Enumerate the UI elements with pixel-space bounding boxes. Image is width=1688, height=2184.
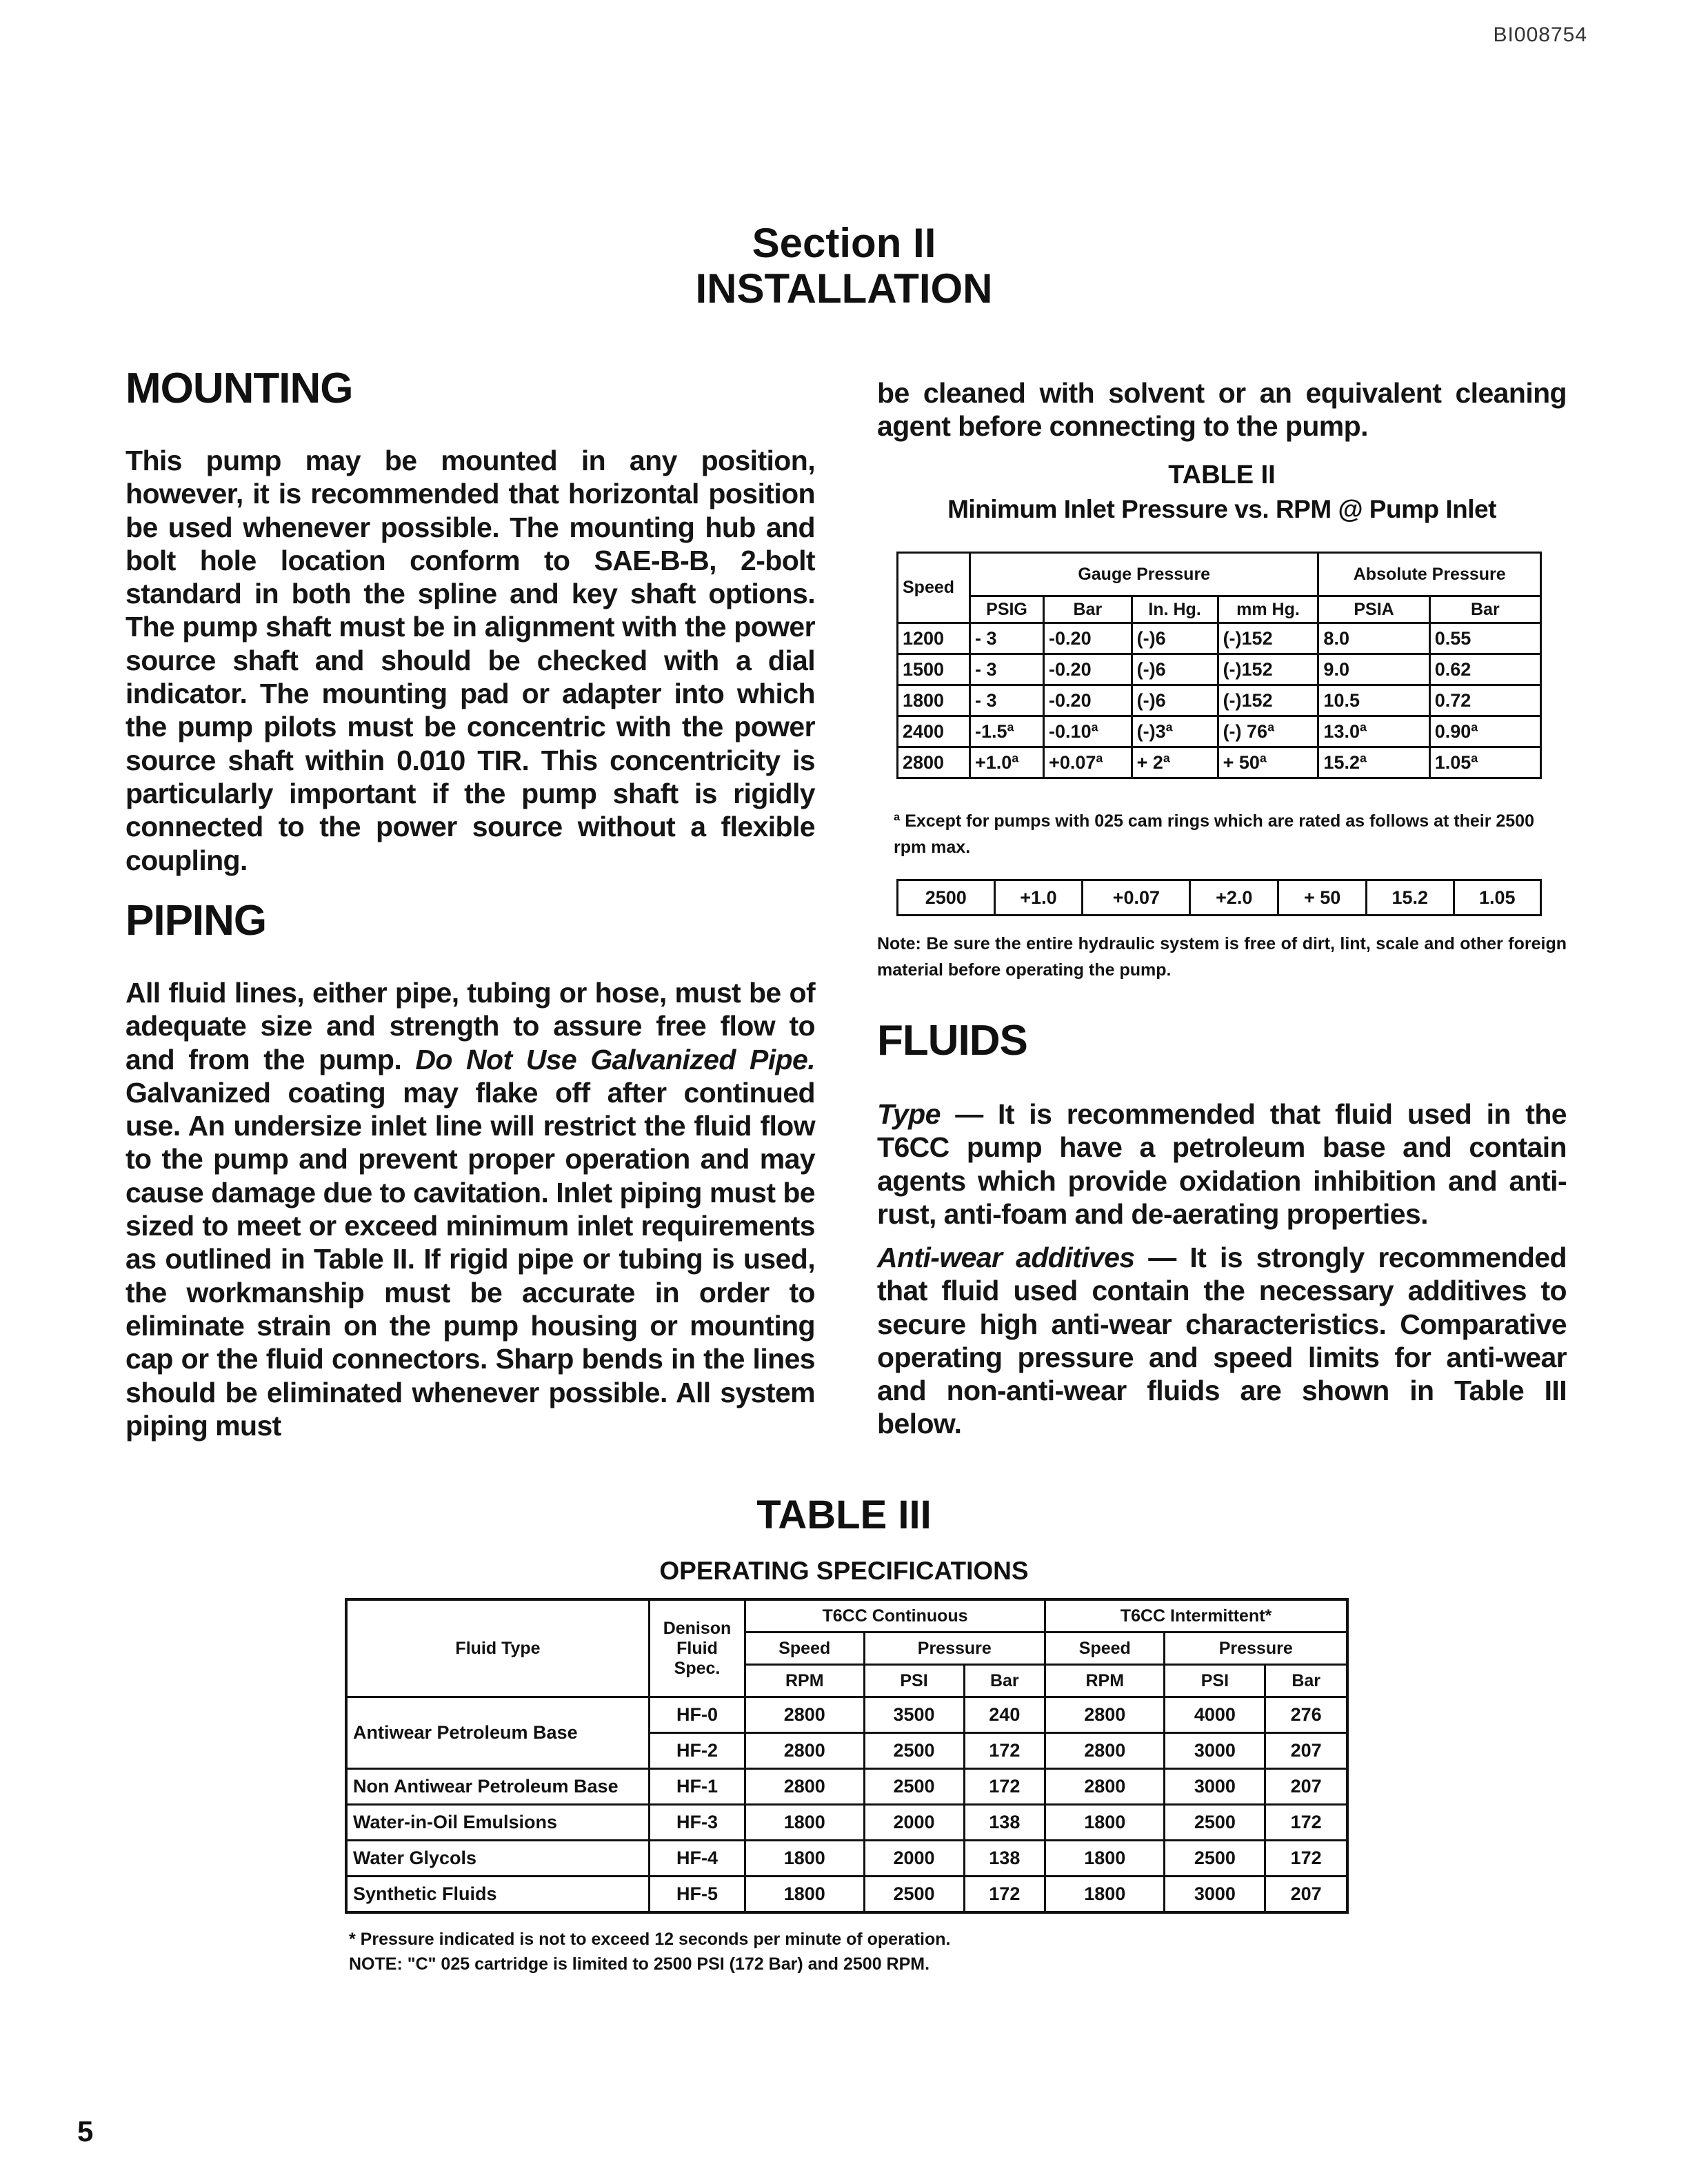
table-cell: 3000 bbox=[1165, 1877, 1265, 1913]
mounting-paragraph bbox=[125, 444, 815, 877]
table3-bar-header: Bar bbox=[964, 1665, 1045, 1697]
table-cell: 3000 bbox=[1165, 1733, 1265, 1769]
table-cell: 8.0 bbox=[1318, 623, 1429, 654]
fluids-type-paragraph bbox=[877, 1098, 1567, 1231]
table3-fluid-cell: Antiwear Petroleum Base bbox=[346, 1697, 650, 1769]
table-cell: 172 bbox=[964, 1877, 1045, 1913]
table-cell: 1800 bbox=[745, 1841, 865, 1877]
fluids-antiwear-text: — It is strongly recommended that fluid used contain the necessary additives to secure high anti-wear characteristics. Comparative operating pressure and speed limits for anti-wear and non-anti-wear fluids are shown in Table III below. bbox=[877, 1242, 1567, 1440]
table-cell: 2800 bbox=[898, 747, 970, 778]
table3-footnote-2: NOTE: "C" 025 cartridge is limited to 2500 PSI (172 Bar) and 2500 RPM. bbox=[349, 1954, 930, 1974]
table3-spec-cell: HF-2 bbox=[650, 1733, 745, 1769]
table2-gauge-header: Gauge Pressure bbox=[970, 553, 1318, 596]
table-row bbox=[898, 716, 1541, 747]
table3-psi-header: PSI bbox=[1165, 1665, 1265, 1697]
table3-denison-header: Denison Fluid Spec. bbox=[650, 1599, 745, 1697]
table2-subheader: Bar bbox=[1429, 596, 1540, 623]
table3-rpm-header: RPM bbox=[1045, 1665, 1165, 1697]
table3-speed-header: Speed bbox=[745, 1632, 865, 1665]
section-number: Section II bbox=[752, 220, 936, 266]
table2-footnote: ª Except for pumps with 025 cam rings which are rated as follows at their 2500 rpm max. bbox=[894, 811, 1534, 857]
piping-warning: Do Not Use Galvanized Pipe. bbox=[415, 1043, 815, 1075]
fluids-type-label: Type bbox=[877, 1098, 941, 1130]
table-cell: 0.90ª bbox=[1429, 716, 1540, 747]
table3-spec-cell: HF-4 bbox=[650, 1841, 745, 1877]
table-cell: 2500 bbox=[1165, 1841, 1265, 1877]
table3-fluid-cell: Water Glycols bbox=[346, 1841, 650, 1877]
table-cell: 2800 bbox=[1045, 1697, 1165, 1733]
table-cell: 1800 bbox=[1045, 1805, 1165, 1841]
table-cell: + 2ª bbox=[1132, 747, 1218, 778]
table2-note: Note: Be sure the entire hydraulic system is free of dirt, lint, scale and other foreign material before operating the pump. bbox=[877, 934, 1567, 980]
table-cell: 1800 bbox=[898, 685, 970, 716]
fluids-antiwear-label: Anti-wear additives bbox=[877, 1242, 1135, 1273]
table-cell: 172 bbox=[1265, 1805, 1347, 1841]
table-cell: 207 bbox=[1265, 1769, 1347, 1805]
table-cell: (-)152 bbox=[1218, 685, 1318, 716]
table3-pressure-header: Pressure bbox=[1165, 1632, 1347, 1665]
table-cell: 2800 bbox=[745, 1769, 865, 1805]
document-id: BI008754 bbox=[1493, 23, 1587, 46]
table-cell: 1800 bbox=[745, 1877, 865, 1913]
table-cell: 1800 bbox=[1045, 1841, 1165, 1877]
table2-subtitle: Minimum Inlet Pressure vs. RPM @ Pump Inlet bbox=[947, 495, 1496, 523]
table3 bbox=[345, 1598, 1349, 1914]
piping-heading: PIPING bbox=[125, 897, 267, 944]
table2 bbox=[896, 552, 1542, 779]
table3-fluid-cell: Non Antiwear Petroleum Base bbox=[346, 1769, 650, 1805]
table-cell: 0.72 bbox=[1429, 685, 1540, 716]
table-cell: 0.62 bbox=[1429, 654, 1540, 685]
table3-bar-header: Bar bbox=[1265, 1665, 1347, 1697]
table-cell: +0.07ª bbox=[1044, 747, 1132, 778]
table-cell: - 3 bbox=[970, 654, 1044, 685]
table-cell: 2000 bbox=[864, 1805, 964, 1841]
mounting-heading: MOUNTING bbox=[125, 365, 353, 412]
table-cell: 3000 bbox=[1165, 1769, 1265, 1805]
table3-rpm-header: RPM bbox=[745, 1665, 865, 1697]
table-row bbox=[346, 1697, 1347, 1733]
table-cell: 1200 bbox=[898, 623, 970, 654]
table-cell: 2800 bbox=[745, 1697, 865, 1733]
table3-pressure-header: Pressure bbox=[864, 1632, 1045, 1665]
table-cell: 240 bbox=[964, 1697, 1045, 1733]
table2-subheader: PSIA bbox=[1318, 596, 1429, 623]
table-cell: (-)6 bbox=[1132, 685, 1218, 716]
table2-subheader: mm Hg. bbox=[1218, 596, 1318, 623]
fluids-heading: FLUIDS bbox=[877, 1017, 1027, 1064]
piping-text-2: Galvanized coating may flake off after continued use. An undersize inlet line will restrict the fluid flow to the pump and prevent proper operation and may cause damage due to cavitation. Inlet piping must be sized to meet or exceed minimum inlet requirements as outlined in Table II. If rigid pipe or tubing is used, the workmanship must be accurate in order to eliminate strain on the pump housing or mounting cap or the fluid connectors. Sharp bends in the lines should be eliminated whenever possible. All system piping must bbox=[125, 1076, 815, 1442]
table-row bbox=[346, 1841, 1347, 1877]
fluids-antiwear-paragraph bbox=[877, 1241, 1567, 1441]
section-title bbox=[0, 221, 1688, 312]
table2-subheader: PSIG bbox=[970, 596, 1044, 623]
table-row bbox=[346, 1877, 1347, 1913]
table-cell: 2800 bbox=[1045, 1733, 1165, 1769]
table-cell: 1500 bbox=[898, 654, 970, 685]
table3-speed-header: Speed bbox=[1045, 1632, 1165, 1665]
table2-subheader: In. Hg. bbox=[1132, 596, 1218, 623]
table-cell: 3500 bbox=[864, 1697, 964, 1733]
table-cell: 172 bbox=[964, 1733, 1045, 1769]
table3-spec-cell: HF-1 bbox=[650, 1769, 745, 1805]
table-cell: 2800 bbox=[745, 1733, 865, 1769]
table3-fluid-cell: Synthetic Fluids bbox=[346, 1877, 650, 1913]
table-cell: 2400 bbox=[898, 716, 970, 747]
table-cell: 15.2ª bbox=[1318, 747, 1429, 778]
table2-absolute-header: Absolute Pressure bbox=[1318, 553, 1541, 596]
table-cell: 2500 bbox=[864, 1733, 964, 1769]
table-cell: 15.2 bbox=[1367, 880, 1454, 916]
table-cell: (-)6 bbox=[1132, 654, 1218, 685]
table-cell: (-)3ª bbox=[1132, 716, 1218, 747]
table-cell: 0.55 bbox=[1429, 623, 1540, 654]
table-cell: 1.05ª bbox=[1429, 747, 1540, 778]
table2-speed-header: Speed bbox=[898, 553, 970, 623]
table-cell: - 3 bbox=[970, 623, 1044, 654]
table-cell: 9.0 bbox=[1318, 654, 1429, 685]
table3-intermittent-header: T6CC Intermittent* bbox=[1045, 1599, 1347, 1632]
piping-text-1: All fluid lines, either pipe, tubing or hose, must be of adequate size and strength to assure free flow to and from the pump. bbox=[125, 977, 815, 1075]
table3-spec-cell: HF-0 bbox=[650, 1697, 745, 1733]
table-cell: -0.10ª bbox=[1044, 716, 1132, 747]
table-cell: 2500 bbox=[864, 1769, 964, 1805]
table-row bbox=[898, 623, 1541, 654]
table-cell: 2500 bbox=[864, 1877, 964, 1913]
table-cell: + 50ª bbox=[1218, 747, 1318, 778]
table-cell: 13.0ª bbox=[1318, 716, 1429, 747]
table3-subtitle: OPERATING SPECIFICATIONS bbox=[659, 1557, 1029, 1585]
table-cell: 2500 bbox=[898, 880, 995, 916]
section-name: INSTALLATION bbox=[695, 265, 993, 312]
piping-paragraph bbox=[125, 976, 815, 1442]
table-cell: 2000 bbox=[864, 1841, 964, 1877]
table-cell: 1800 bbox=[745, 1805, 865, 1841]
table-cell: (-)152 bbox=[1218, 623, 1318, 654]
table-cell: 4000 bbox=[1165, 1697, 1265, 1733]
page-number: 5 bbox=[77, 2115, 94, 2147]
piping-continuation bbox=[877, 376, 1567, 443]
table-cell: -0.20 bbox=[1044, 685, 1132, 716]
table-cell: -0.20 bbox=[1044, 623, 1132, 654]
table-cell: 207 bbox=[1265, 1733, 1347, 1769]
table-row bbox=[346, 1769, 1347, 1805]
table3-fluid-cell: Water-in-Oil Emulsions bbox=[346, 1805, 650, 1841]
table3-fluid-type-header: Fluid Type bbox=[346, 1599, 650, 1697]
table3-psi-header: PSI bbox=[864, 1665, 964, 1697]
table-cell: 1800 bbox=[1045, 1877, 1165, 1913]
table-cell: +0.07 bbox=[1083, 880, 1190, 916]
fluids-type-text: — It is recommended that fluid used in the T6CC pump have a petroleum base and contain agents which provide oxidation inhibition and anti-rust, anti-foam and de-aerating properties. bbox=[877, 1098, 1567, 1230]
table-cell: 138 bbox=[964, 1841, 1045, 1877]
table-cell: 172 bbox=[964, 1769, 1045, 1805]
table-cell: +2.0 bbox=[1190, 880, 1278, 916]
table-cell: (-)6 bbox=[1132, 623, 1218, 654]
table-cell: 1.05 bbox=[1454, 880, 1541, 916]
table-cell: -0.20 bbox=[1044, 654, 1132, 685]
table-cell: 2500 bbox=[1165, 1805, 1265, 1841]
table3-footnote-1: * Pressure indicated is not to exceed 12 seconds per minute of operation. bbox=[349, 1930, 951, 1949]
table-row bbox=[898, 880, 1541, 916]
table2-title: TABLE II bbox=[1168, 461, 1276, 489]
piping-continuation-text: be cleaned with solvent or an equivalent cleaning agent before connecting to the pump. bbox=[877, 377, 1567, 443]
table-cell: + 50 bbox=[1278, 880, 1367, 916]
table-cell: - 3 bbox=[970, 685, 1044, 716]
table-cell: +1.0 bbox=[994, 880, 1083, 916]
mounting-text: This pump may be mounted in any position, however, it is recommended that horizontal position be used whenever possible. The mounting hub and bolt hole location conform to SAE-B-B, 2-bolt standard in both the spline and key shaft options. The pump shaft must be in alignment with the power source shaft and should be checked with a dial indicator. The mounting pad or adapter into which the pump pilots must be concentric with the power source shaft within 0.010 TIR. This concentricity is particularly important if the pump shaft is rigidly connected to the power source without a flexible coupling. bbox=[125, 445, 815, 876]
table3-continuous-header: T6CC Continuous bbox=[745, 1599, 1045, 1632]
table-cell: (-)152 bbox=[1218, 654, 1318, 685]
table-cell: 138 bbox=[964, 1805, 1045, 1841]
table2-extra-row bbox=[896, 879, 1542, 916]
table-cell: 10.5 bbox=[1318, 685, 1429, 716]
table-cell: 207 bbox=[1265, 1877, 1347, 1913]
table-cell: 172 bbox=[1265, 1841, 1347, 1877]
table-cell: 276 bbox=[1265, 1697, 1347, 1733]
table3-spec-cell: HF-5 bbox=[650, 1877, 745, 1913]
table-cell: 2800 bbox=[1045, 1769, 1165, 1805]
table-cell: -1.5ª bbox=[970, 716, 1044, 747]
table-row bbox=[898, 747, 1541, 778]
table3-title: TABLE III bbox=[756, 1493, 932, 1537]
table-row bbox=[898, 685, 1541, 716]
table2-subheader: Bar bbox=[1044, 596, 1132, 623]
table3-spec-cell: HF-3 bbox=[650, 1805, 745, 1841]
table-row bbox=[898, 654, 1541, 685]
table-cell: (-) 76ª bbox=[1218, 716, 1318, 747]
table-row bbox=[346, 1805, 1347, 1841]
table-cell: +1.0ª bbox=[970, 747, 1044, 778]
